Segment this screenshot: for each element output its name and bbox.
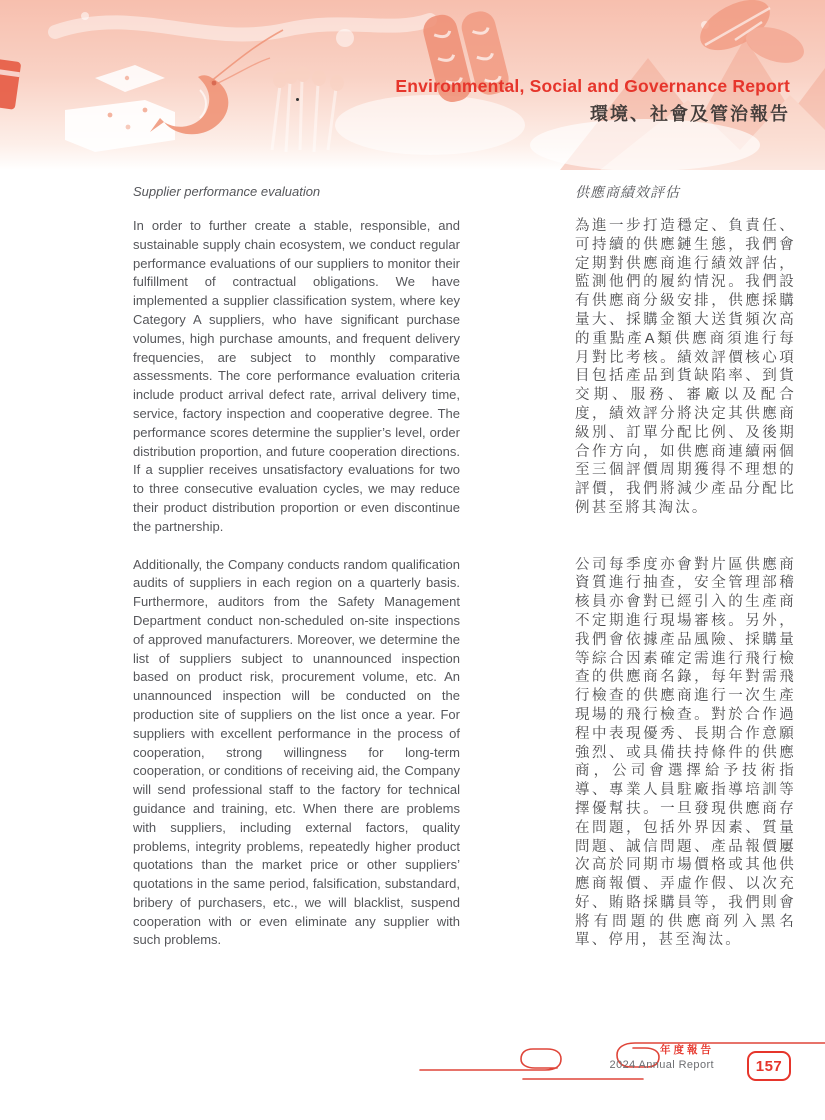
section-heading-zh: 供應商績效評估 bbox=[575, 184, 680, 200]
page-title: Environmental, Social and Governance Report bbox=[395, 76, 790, 96]
footer-title-en: 2024 Annual Report bbox=[609, 1058, 714, 1071]
footer-title-zh: 年度報告 bbox=[660, 1044, 714, 1056]
paragraph-en-2: Additionally, the Company conducts random qualification audits of suppliers in each region on a quarterly basis. Furthermore, auditors from the Safety Management Department conduct non-scheduled on-site inspections of approved manufacturers. Moreover, we determine the list of suppliers subject to unannounced inspection based on product risk, procurement volume, etc. An unannounced inspection will be conducted on the production site of suppliers on the list once a year. For suppliers with excellent performance in the process of cooperation, strong willingness for long-term cooperation, or conditions of receiving aid, the Company will send professional staff to the factory for technical guidance and training, etc. When there are problems with suppliers, including external factors, quality problems, integrity problems, repeatedly higher product quotations than the market price or other suppliers’ quotations in the same period, falsification, substandard, bribery of purchasers, etc., we will blacklist, suspend cooperation with or even eliminate any supplier with such problems. bbox=[133, 556, 460, 948]
page-number: 157 bbox=[755, 1057, 783, 1075]
paragraph-zh-2: 公司每季度亦會對片區供應商資質進行抽查，安全管理部稽核員亦會對已經引入的生產商不定期進行現場審核。另外，我們會依據產品風險、採購量等綜合因素確定需進行飛行檢查的供應商名錄，每年對需飛行檢查的供應商進行一次生產現場的飛行檢查。對於合作過程中表現優秀、長期合作意願強烈、或具備扶持條件的供應商，公司會選擇給予技術指導、專業人員駐廠指導培訓等擇優幫扶。一旦發現供應商存在問題，包括外界因素、質量問題、誠信問題、產品報價屢次高於同期市場價格或其他供應商報價、弄虛作假、以次充好、賄賂採購員等，我們則會將有問題的供應商列入黑名單、停用，甚至淘汰。 bbox=[575, 556, 796, 949]
page-subtitle: 環境、社會及管治報告 bbox=[590, 104, 790, 124]
content-columns bbox=[133, 184, 796, 950]
page-title-block bbox=[395, 76, 790, 125]
stray-dot bbox=[296, 98, 299, 101]
section-heading-en: Supplier performance evaluation bbox=[133, 184, 321, 199]
paragraph-en-1: In order to further create a stable, responsible, and sustainable supply chain ecosystem, we conduct regular performance evaluations of our suppliers to monitor their fulfillment of contractual obligations. We have implemented a supplier classification system, where key Category A suppliers, who have significant purchase volumes, high purchase amounts, and frequent delivery frequencies, are subject to monthly comparative assessments. The core performance evaluation criteria include product arrival defect rate, arrival delivery time, service, factory inspection and cooperative degree. The performance scores determine the supplier’s level, order distribution proportion, and future cooperation directions. If a supplier receives unsatisfactory evaluations for two to three consecutive evaluation cycles, we may reduce their product distribution proportion or even discontinue the partnership. bbox=[133, 218, 460, 534]
footer-report-title bbox=[610, 1045, 714, 1071]
paragraph-zh-1: 為進一步打造穩定、負責任、可持續的供應鏈生態，我們會定期對供應商進行績效評估，監測他們的履約情況。我們設有供應商分級安排，供應採購量大、採購金額大送貨頻次高的重點產A類供應商須進行每月對比考核。績效評價核心項目包括產品到貨缺陷率、到貨交期、服務、審廠以及配合度，績效評分將決定其供應商級別、訂單分配比例、及後期合作方向，如供應商連續兩個至三個評價周期獲得不理想的評價，我們將減少產品分配比例甚至將其淘汰。 bbox=[575, 218, 796, 516]
page-number-badge bbox=[747, 1051, 791, 1081]
